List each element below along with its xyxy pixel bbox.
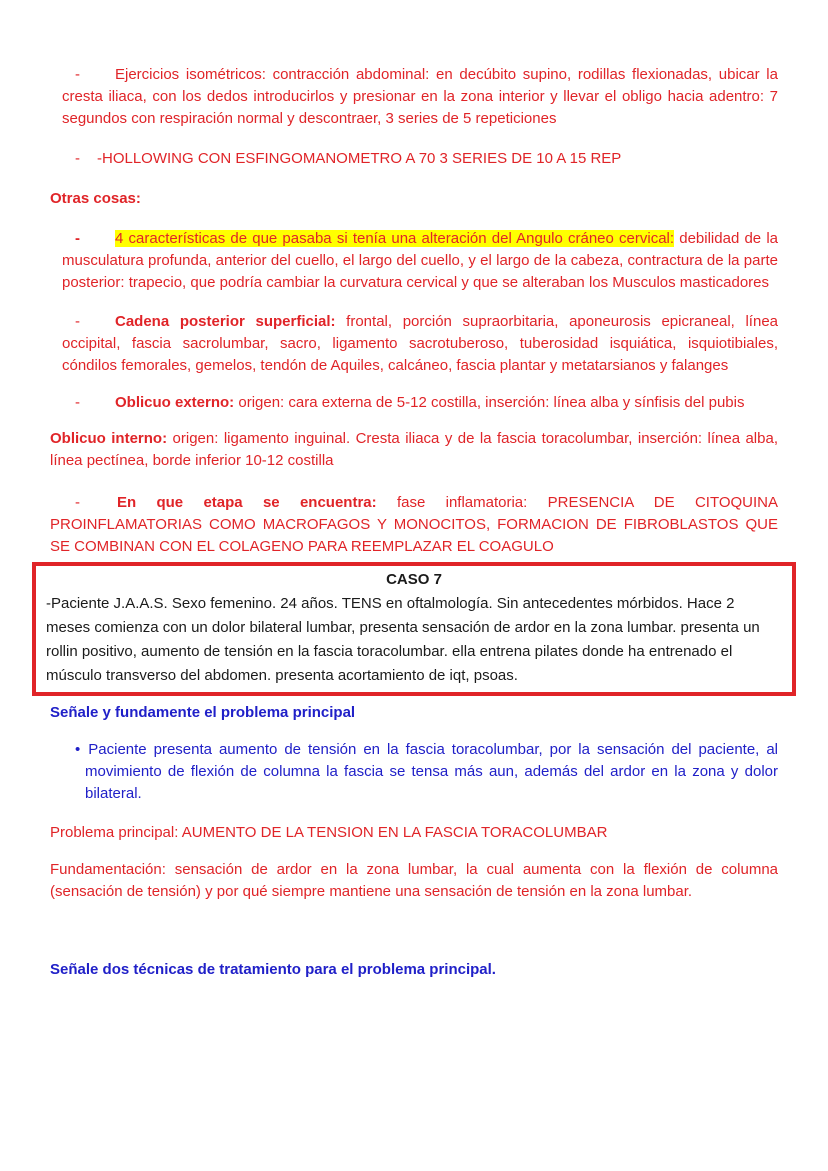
paragraph-oblicuo-externo-lead: Oblicuo externo: bbox=[115, 394, 235, 411]
bullet-dash: - bbox=[75, 494, 80, 511]
paragraph-etapa-rest: fase inflamatoria: PRESENCIA DE CITOQUINA PROINFLAMATORIAS COMO MACROFAGOS Y MONOCITOS, FORMACION DE FIBROBLASTOS QUE SE COMBINAN CON EL COLAGENO PARA REEMPLAZAR EL COAGULO bbox=[50, 494, 779, 555]
bullet-dash: - bbox=[75, 150, 80, 167]
highlighted-text: 4 características de que pasaba si tenía una alteración del Angulo cráneo cervical: bbox=[115, 230, 675, 247]
caso-7-box bbox=[32, 562, 796, 696]
heading-senale-problema: Señale y fundamente el problema principal bbox=[50, 704, 356, 721]
caso-7-title: CASO 7 bbox=[386, 571, 442, 588]
paragraph-cadena-posterior bbox=[50, 311, 778, 377]
bullet-dash: - bbox=[75, 66, 80, 83]
bullet-dash: - bbox=[75, 394, 80, 411]
caso-7-body: -Paciente J.A.A.S. Sexo femenino. 24 años. TENS en oftalmología. Sin antecedentes mórbidos. Hace 2 meses comienza con un dolor bilateral lumbar, presenta sensación de ardor en la zona lumbar. presenta un rollin positivo, aumento de tensión en la fascia toracolumbar. ella entrena pilates donde ha entrenado el músculo transverso del abdomen. presenta acortamiento de iqt, psoas. bbox=[46, 595, 760, 684]
heading-otras-cosas: Otras cosas: bbox=[50, 190, 141, 207]
paragraph-oblicuo-interno-rest: origen: ligamento inguinal. Cresta iliaca y de la fascia toracolumbar, inserción: línea alba, línea pectínea, borde inferior 10-12 costilla bbox=[50, 430, 778, 469]
bullet-dot: • bbox=[75, 741, 81, 758]
paragraph-oblicuo-externo-rest: origen: cara externa de 5-12 costilla, inserción: línea alba y sínfisis del pubis bbox=[234, 394, 745, 411]
paragraph-hollowing-text: -HOLLOWING CON ESFINGOMANOMETRO A 70 3 SERIES DE 10 A 15 REP bbox=[97, 150, 622, 167]
paragraph-caracteristicas bbox=[50, 228, 778, 294]
bullet-dash: - bbox=[75, 313, 80, 330]
paragraph-ejercicios-isometricos bbox=[50, 64, 778, 130]
paragraph-oblicuo-interno-lead: Oblicuo interno: bbox=[50, 430, 168, 447]
paragraph-problema-principal: Problema principal: AUMENTO DE LA TENSION EN LA FASCIA TORACOLUMBAR bbox=[50, 824, 608, 841]
paragraph-hollowing bbox=[50, 148, 778, 170]
paragraph-oblicuo-externo bbox=[50, 392, 778, 414]
paragraph-cadena-lead: Cadena posterior superficial: bbox=[115, 313, 336, 330]
heading-senale-tecnicas: Señale dos técnicas de tratamiento para el problema principal. bbox=[50, 961, 496, 978]
paragraph-cadena-rest: frontal, porción supraorbitaria, aponeurosis epicraneal, línea occipital, fascia sacrolumbar, sacro, ligamento sacrotuberoso, tuberosidad isquiática, isquiotibiales, cóndilos femorales, gemelos, tendón de Aquiles, calcáneo, fascia plantar y metatarsianos y falanges bbox=[62, 313, 778, 374]
paragraph-etapa bbox=[50, 492, 778, 558]
paragraph-paciente-text: Paciente presenta aumento de tensión en la fascia toracolumbar, por la sensación del paciente, al movimiento de flexión de columna la fascia se tensa más aun, además del ardor en la zona y dolor bilateral. bbox=[85, 741, 778, 802]
paragraph-etapa-lead: En que etapa se encuentra: bbox=[117, 494, 377, 511]
paragraph-ejercicios-text: Ejercicios isométricos: contracción abdominal: en decúbito supino, rodillas flexionadas, ubicar la cresta iliaca, con los dedos introducirlos y presionar en la zona interior y llevar el obligo hacia adentro: 7 segundos con respiración normal y descontraer, 3 series de 5 repeticiones bbox=[62, 66, 778, 127]
paragraph-paciente-bullet bbox=[50, 739, 778, 805]
paragraph-fundamentacion: Fundamentación: sensación de ardor en la zona lumbar, la cual aumenta con la flexión de columna (sensación de tensión) y por qué siempre mantiene una sensación de tensión en la zona lumbar. bbox=[50, 861, 778, 900]
paragraph-caracteristicas-rest: debilidad de la musculatura profunda, anterior del cuello, el largo del cuello, y el largo de la cabeza, contractura de la parte posterior: trapecio, que podría cambiar la curvatura cervical y que se alteraban los Musculos masticadores bbox=[62, 230, 778, 291]
bullet-dash: - bbox=[75, 230, 80, 247]
paragraph-oblicuo-interno bbox=[50, 428, 778, 472]
